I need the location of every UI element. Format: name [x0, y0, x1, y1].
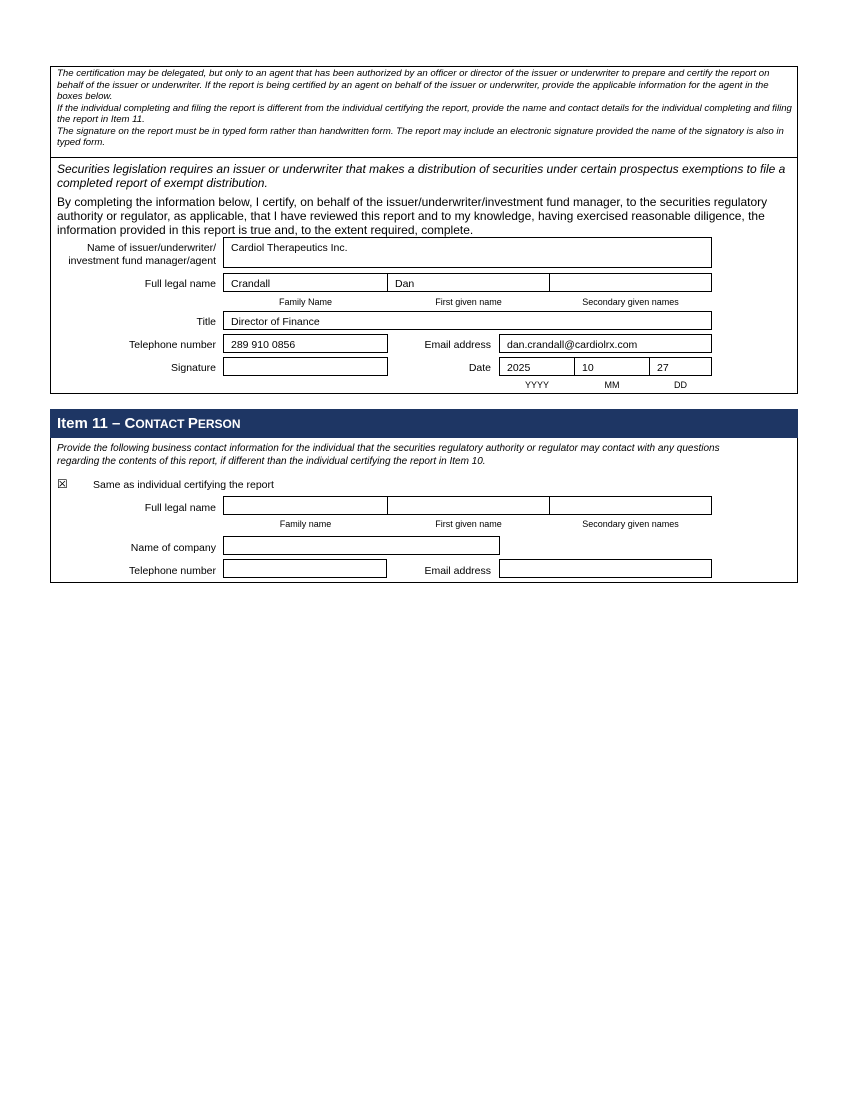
dd-caption: DD — [674, 380, 687, 390]
contact-email-label: Email address — [424, 565, 491, 577]
company-label: Name of company — [130, 542, 216, 554]
email-label: Email address — [424, 339, 491, 351]
legislation-statement: Securities legislation requires an issuer or underwriter that makes a distribution of securities under certain prospectus exemptions to file a completed report of exempt distribution. — [57, 162, 786, 190]
secondary-names-field[interactable] — [549, 273, 712, 292]
signature-label: Signature — [171, 362, 216, 374]
certification-statement: By completing the information below, I certify, on behalf of the issuer/underwriter/investment fund manager, to the securities regulatory authority or regulator, as applicable, that I have reviewed this report and to my knowledge, having exercised reasonable diligence, the information provided in this report is true and, to the extent required, complete. — [57, 195, 768, 237]
signature-note: The signature on the report must be in typed form rather than handwritten form. The report may include an electronic signature provided the name of the signatory is also in typed form. — [57, 125, 784, 148]
contact-family-name-caption: Family name — [279, 519, 332, 529]
contact-email-field[interactable] — [499, 559, 712, 578]
contact-secondary-names-field[interactable] — [549, 496, 712, 515]
contact-full-legal-name-label: Full legal name — [144, 502, 216, 514]
family-name-caption: Family Name — [278, 297, 332, 307]
full-legal-name-label: Full legal name — [144, 278, 216, 290]
notes-divider — [50, 157, 798, 158]
first-name-caption: First given name — [435, 297, 502, 307]
contact-family-name-field[interactable] — [223, 496, 388, 515]
filing-individual-note: If the individual completing and filing the report is different from the individual certifying the report, provide the name and contact details for the individual completing and filing the report in Item 11. — [57, 102, 792, 125]
issuer-name-field[interactable]: Cardiol Therapeutics Inc. — [223, 237, 712, 268]
telephone-field[interactable]: 289 910 0856 — [223, 334, 388, 353]
first-name-field[interactable]: Dan — [387, 273, 550, 292]
contact-secondary-names-caption: Secondary given names — [582, 519, 679, 529]
contact-telephone-field[interactable] — [223, 559, 387, 578]
signature-field[interactable] — [223, 357, 388, 376]
company-field[interactable] — [223, 536, 500, 555]
mm-caption: MM — [604, 380, 620, 390]
delegation-note: The certification may be delegated, but only to an agent that has been authorized by an officer or director of the issuer or underwriter to prepare and certify the report on behalf of the issuer or underwriter. If the report is being certified by an agent on behalf of the issuer or underwriter, provide the applicable information for the agent in the boxes below. — [57, 68, 770, 102]
date-day-field[interactable]: 27 — [649, 357, 712, 376]
family-name-field[interactable]: Crandall — [223, 273, 388, 292]
same-as-label: Same as individual certifying the report — [93, 479, 274, 491]
email-field[interactable]: dan.crandall@cardiolrx.com — [499, 334, 712, 353]
same-as-checkbox[interactable]: ☒ — [57, 477, 68, 491]
title-field[interactable]: Director of Finance — [223, 311, 712, 330]
secondary-names-caption: Secondary given names — [582, 297, 679, 307]
telephone-label: Telephone number — [129, 339, 216, 351]
certification-notes — [57, 68, 792, 149]
contact-telephone-label: Telephone number — [129, 565, 216, 577]
date-label: Date — [468, 362, 491, 374]
date-month-field[interactable]: 10 — [574, 357, 650, 376]
contact-first-name-field[interactable] — [387, 496, 550, 515]
contact-first-name-caption: First given name — [435, 519, 502, 529]
date-year-field[interactable]: 2025 — [499, 357, 575, 376]
item-11-header: Item 11 – CONTACT PERSON — [50, 409, 798, 438]
title-label: Title — [196, 316, 216, 328]
issuer-label: Name of issuer/underwriter/ investment fund manager/agent — [68, 242, 216, 267]
contact-instructions: Provide the following business contact information for the individual that the securities regulatory authority or regulator may contact with any questions regarding the contents of this report, if different than the individual certifying the report in Item 10. — [57, 443, 720, 467]
yyyy-caption: YYYY — [524, 380, 549, 390]
